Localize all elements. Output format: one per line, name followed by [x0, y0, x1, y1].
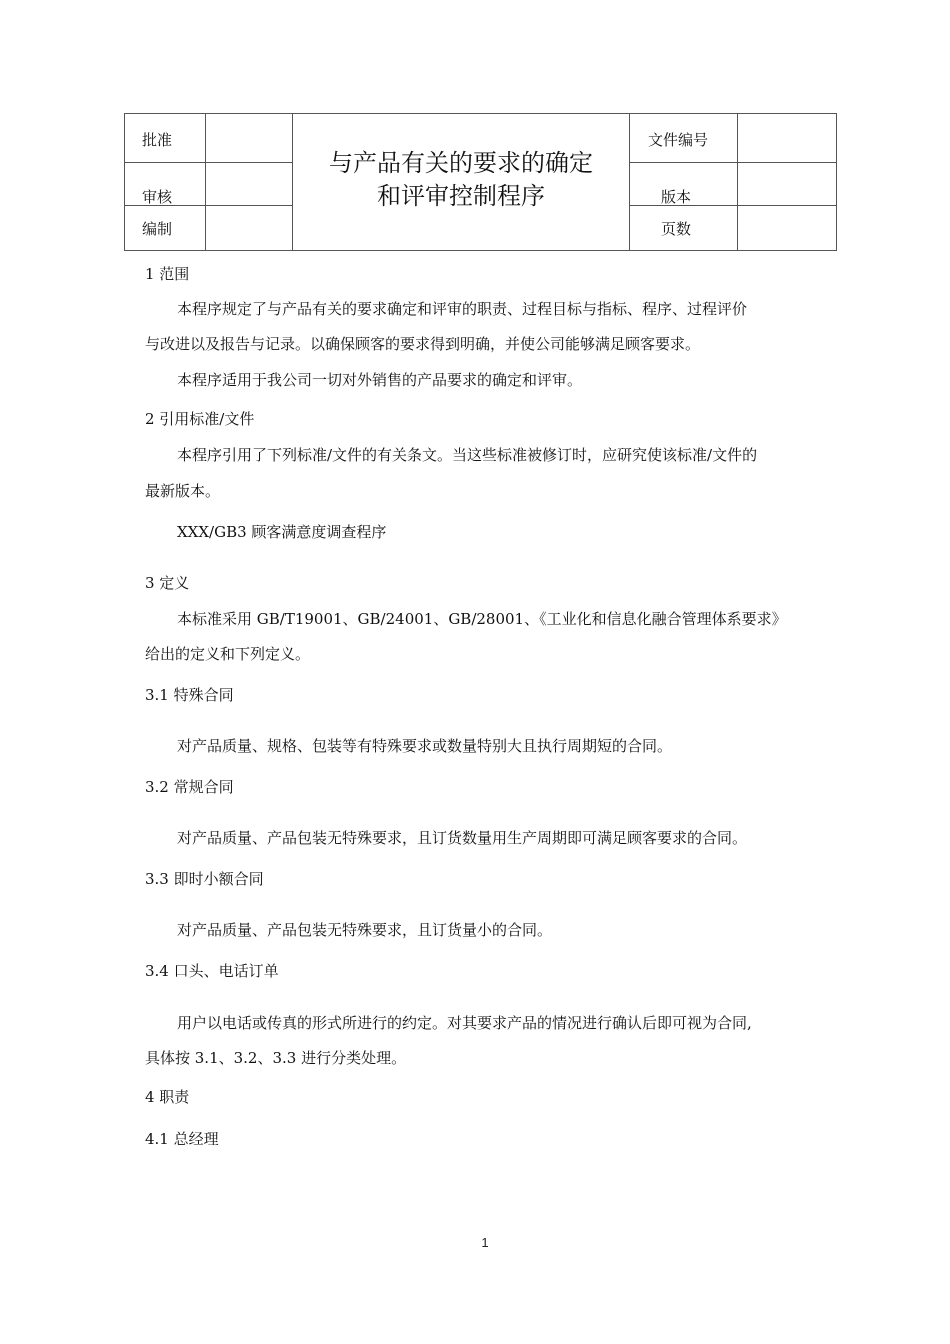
paragraph-line: 对产品质量、产品包装无特殊要求，且订货量小的合同。 — [177, 921, 553, 939]
header-table — [124, 113, 837, 251]
subsection-heading: 3.2 常规合同 — [145, 778, 234, 796]
review-label: 审核 — [142, 188, 173, 206]
table-divider — [737, 114, 738, 250]
paragraph-line: 与改进以及报告与记录。以确保顾客的要求得到明确，并使公司能够满足顾客要求。 — [145, 335, 701, 353]
version-label: 版本 — [661, 188, 692, 206]
section-heading: 1 范围 — [145, 265, 190, 283]
paragraph-line: 本标准采用 GB/T19001、GB/24001、GB/28001、《工业化和信息化融合管理体系要求》 — [177, 610, 787, 628]
paragraph-line: 对产品质量、产品包装无特殊要求，且订货数量用生产周期即可满足顾客要求的合同。 — [177, 829, 748, 847]
pages-label: 页数 — [661, 220, 692, 238]
paragraph-line: 给出的定义和下列定义。 — [145, 645, 311, 663]
table-divider — [125, 162, 292, 163]
table-divider — [205, 114, 206, 250]
paragraph-line: 本程序适用于我公司一切对外销售的产品要求的确定和评审。 — [177, 371, 583, 389]
table-divider — [629, 162, 836, 163]
table-divider — [629, 114, 630, 250]
subsection-heading: 3.1 特殊合同 — [145, 686, 234, 704]
doc-no-label: 文件编号 — [648, 131, 709, 149]
section-heading: 3 定义 — [145, 574, 190, 592]
subsection-heading: 4.1 总经理 — [145, 1130, 219, 1148]
document-title-line: 和评审控制程序 — [377, 182, 545, 210]
page-number: 1 — [481, 1235, 489, 1250]
document-title — [293, 147, 629, 213]
paragraph-line: 本程序引用了下列标准/文件的有关条文。当这些标准被修订时，应研究使该标准/文件的 — [177, 446, 758, 464]
subsection-heading: 3.4 口头、电话订单 — [145, 962, 279, 980]
paragraph-line: 用户以电话或传真的形式所进行的约定。对其要求产品的情况进行确认后即可视为合同, — [177, 1014, 752, 1032]
prepare-label: 编制 — [142, 220, 173, 238]
section-heading: 4 职责 — [145, 1088, 190, 1106]
paragraph-line: 具体按 3.1、3.2、3.3 进行分类处理。 — [145, 1049, 407, 1067]
paragraph-line: 对产品质量、规格、包装等有特殊要求或数量特别大且执行周期短的合同。 — [177, 737, 673, 755]
paragraph-line: 最新版本。 — [145, 482, 221, 500]
section-heading: 2 引用标准/文件 — [145, 410, 255, 428]
subsection-heading: 3.3 即时小额合同 — [145, 870, 264, 888]
approve-label: 批准 — [142, 131, 173, 149]
reference-item: XXX/GB3 顾客满意度调查程序 — [177, 523, 387, 541]
document-title-line: 与产品有关的要求的确定 — [329, 149, 593, 177]
paragraph-line: 本程序规定了与产品有关的要求确定和评审的职责、过程目标与指标、程序、过程评价 — [177, 300, 748, 318]
